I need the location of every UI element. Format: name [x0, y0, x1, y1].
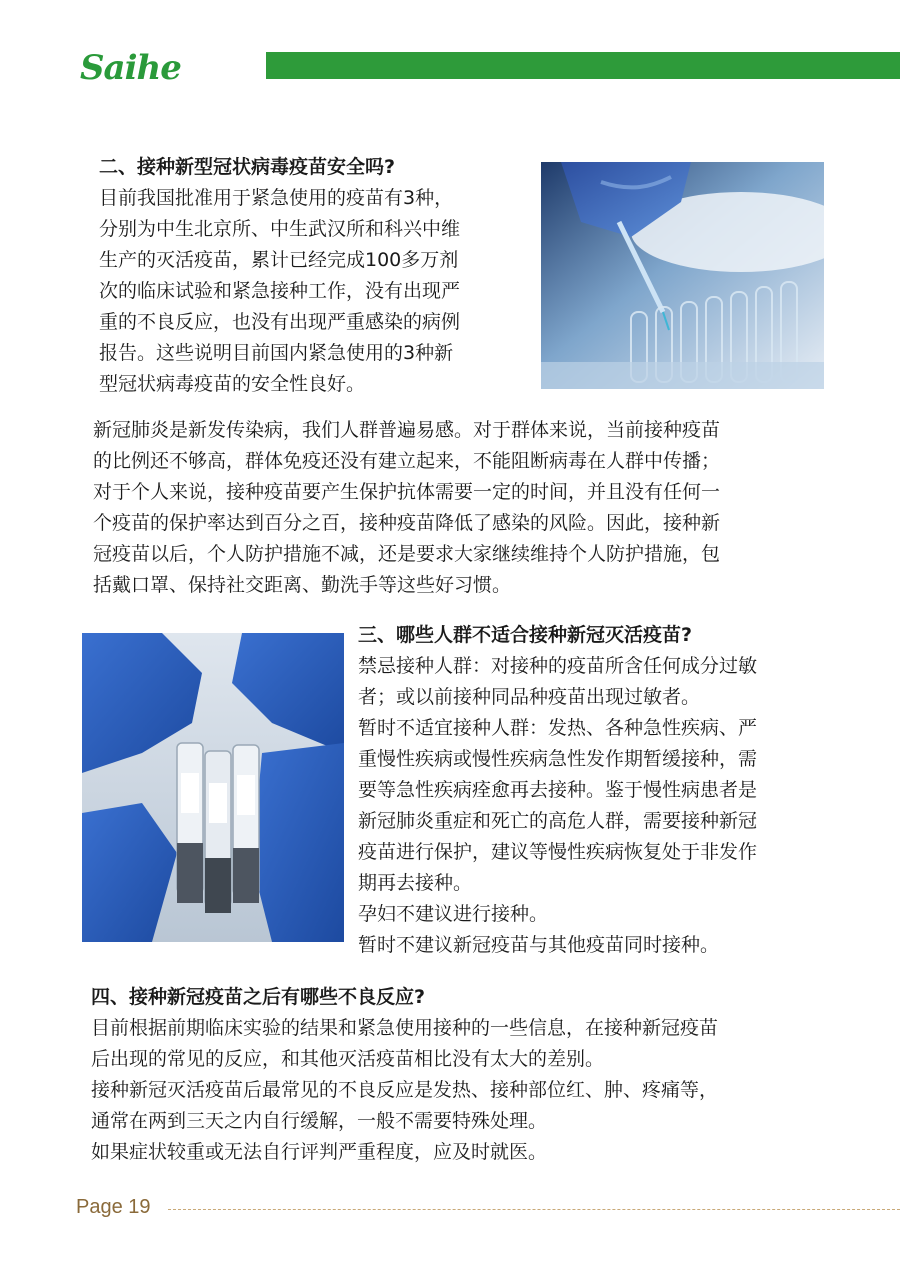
- section-2-line: 分别为中生北京所、中生武汉所和科兴中维: [99, 218, 461, 240]
- section-2-line: 重的不良反应，也没有出现严重感染的病例: [99, 311, 461, 333]
- saihe-logo: Saihe: [80, 48, 181, 88]
- section-4-heading: 四、接种新冠疫苗之后有哪些不良反应?: [91, 986, 426, 1008]
- section-3: [358, 620, 823, 961]
- section-3-line: 暂时不建议新冠疫苗与其他疫苗同时接种。: [358, 934, 720, 956]
- section-2-heading: 二、接种新型冠状病毒疫苗安全吗?: [99, 156, 396, 178]
- section-4-line: 接种新冠灭活疫苗后最常见的不良反应是发热、接种部位红、肿、疼痛等，: [91, 1079, 719, 1101]
- section-2: [99, 152, 529, 400]
- section-4-line: 如果症状较重或无法自行评判严重程度，应及时就医。: [91, 1141, 548, 1163]
- section-2-line: 目前我国批准用于紧急使用的疫苗有3种，: [99, 187, 454, 209]
- footer-dashed-divider: [168, 1209, 900, 1210]
- header-green-bar: [266, 52, 900, 79]
- section-2-line: 报告。这些说明目前国内紧急使用的3种新: [99, 342, 454, 364]
- middle-line: 对于个人来说，接种疫苗要产生保护抗体需要一定的时间，并且没有任何一: [93, 481, 721, 503]
- section-4: [91, 982, 826, 1168]
- section-2-line: 型冠状病毒疫苗的安全性良好。: [99, 373, 366, 395]
- section-4-line: 后出现的常见的反应，和其他灭活疫苗相比没有太大的差别。: [91, 1048, 605, 1070]
- section-4-line: 通常在两到三天之内自行缓解，一般不需要特殊处理。: [91, 1110, 548, 1132]
- section-3-line: 新冠肺炎重症和死亡的高危人群，需要接种新冠: [358, 810, 758, 832]
- section-3-line: 者；或以前接种同品种疫苗出现过敏者。: [358, 686, 701, 708]
- section-3-line: 疫苗进行保护，建议等慢性疾病恢复处于非发作: [358, 841, 758, 863]
- middle-line: 冠疫苗以后，个人防护措施不减，还是要求大家继续维持个人防护措施，包: [93, 543, 721, 565]
- middle-line: 括戴口罩、保持社交距离、勤洗手等这些好习惯。: [93, 574, 512, 596]
- section-2-line: 次的临床试验和紧急接种工作，没有出现严: [99, 280, 461, 302]
- vaccine-vials-photo: [82, 633, 344, 942]
- middle-line: 的比例还不够高，群体免疫还没有建立起来，不能阻断病毒在人群中传播；: [93, 450, 721, 472]
- middle-paragraph: [93, 415, 823, 601]
- page-number: Page 19: [76, 1196, 151, 1218]
- section-3-line: 暂时不适宜接种人群：发热、各种急性疾病、严: [358, 717, 758, 739]
- middle-line: 个疫苗的保护率达到百分之百，接种疫苗降低了感染的风险。因此，接种新: [93, 512, 721, 534]
- section-3-line: 重慢性疾病或慢性疾病急性发作期暂缓接种，需: [358, 748, 758, 770]
- section-3-heading: 三、哪些人群不适合接种新冠灭活疫苗?: [358, 624, 693, 646]
- section-3-line: 孕妇不建议进行接种。: [358, 903, 549, 925]
- section-2-line: 生产的灭活疫苗，累计已经完成100多万剂: [99, 249, 459, 271]
- section-3-line: 禁忌接种人群：对接种的疫苗所含任何成分过敏: [358, 655, 758, 677]
- middle-line: 新冠肺炎是新发传染病，我们人群普遍易感。对于群体来说，当前接种疫苗: [93, 419, 721, 441]
- section-4-line: 目前根据前期临床实验的结果和紧急使用接种的一些信息，在接种新冠疫苗: [91, 1017, 719, 1039]
- section-3-line: 期再去接种。: [358, 872, 473, 894]
- lab-pipette-photo: [541, 162, 824, 389]
- section-3-line: 要等急性疾病痊愈再去接种。鉴于慢性病患者是: [358, 779, 758, 801]
